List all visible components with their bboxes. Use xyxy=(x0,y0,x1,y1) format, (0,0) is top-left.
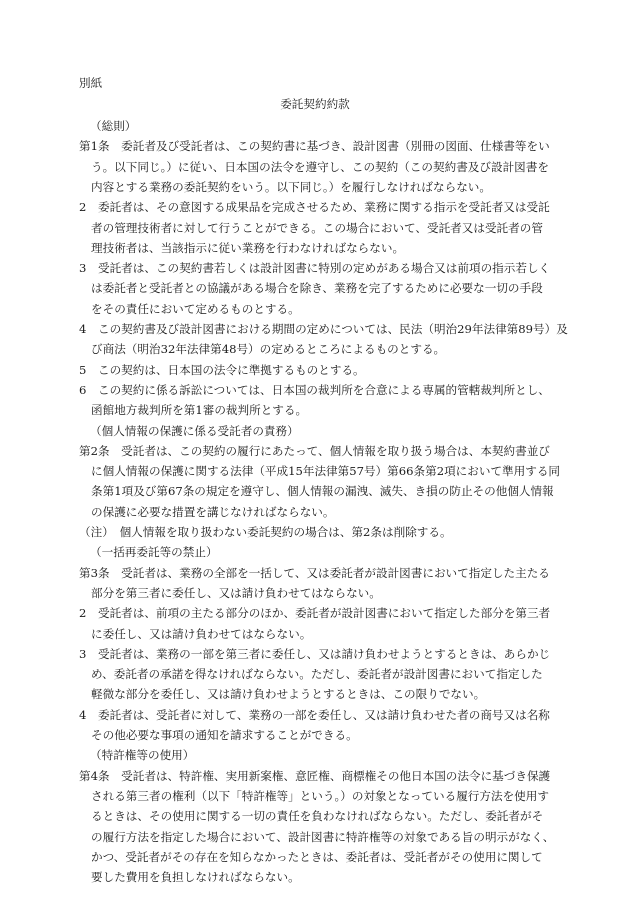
document-title: 委託契約約款 xyxy=(280,97,350,111)
text-line: 軽微な部分を委任し、又は請け負わせようとするときは、この限りでない。 xyxy=(91,687,486,701)
text-line: の保護に必要な措置を講じなければならない。 xyxy=(91,505,335,519)
text-line: 3 受託者は、この契約書若しくは設計図書に特別の定めがある場合又は前項の指示若しく xyxy=(79,261,551,275)
text-line: の履行方法を指定した場合において、設計図書に特許権等の対象である旨の明示がなく、 xyxy=(91,830,555,844)
text-line: に委任し、又は請け負わせてはならない。 xyxy=(91,627,312,641)
text-line: 内容とする業務の委託契約をいう。以下同じ。）を履行しなければならない。 xyxy=(91,180,491,194)
text-line: るときは、その使用に関する一切の責任を負わなければならない。ただし、委託者がそ xyxy=(91,809,544,823)
text-line: び商法（明治32年法律第48号）の定めるところによるものとする。 xyxy=(91,342,446,356)
text-line: 第2条 受託者は、この契約の履行にあたって、個人情報を取り扱う場合は、本契約書並び xyxy=(79,444,550,458)
text-line: 部分を第三者に委任し、又は請け負わせてはならない。 xyxy=(91,586,381,600)
text-line: 4 委託者は、受託者に対して、業務の一部を委任し、又は請け負わせた者の商号又は名称 xyxy=(79,708,550,722)
text-line: かつ、受託者がその存在を知らなかったときは、委託者は、受託者がその使用に関して xyxy=(91,850,543,864)
text-line: 6 この契約に係る訴訟については、日本国の裁判所を合意による専属的管轄裁判所とし、 xyxy=(79,383,550,397)
article-heading: （総則） xyxy=(90,119,137,133)
text-line: をその責任において定めるものとする。 xyxy=(91,302,300,316)
text-line: 条第1項及び第67条の規定を遵守し、個人情報の漏洩、滅失、き損の防止その他個人情報 xyxy=(91,484,554,498)
text-line: は委託者と受託者との協議がある場合を除き、業務を完了するために必要な一切の手段 xyxy=(91,281,543,295)
text-line: う。以下同じ。）に従い、日本国の法令を遵守し、この契約（この契約書及び設計図書を xyxy=(91,160,549,174)
text-line: 5 この契約は、日本国の法令に準拠するものとする。 xyxy=(79,363,365,377)
text-line: 2 受託者は、前項の主たる部分のほか、委託者が設計図書において指定した部分を第三者 xyxy=(79,606,551,620)
article-heading: （一括再委託等の禁止） xyxy=(90,545,218,559)
article-heading: （個人情報の保護に係る受託者の責務） xyxy=(90,424,299,438)
text-line: 第1条 委託者及び受託者は、この契約書に基づき、設計図書（別冊の図面、仕様書等をい xyxy=(79,139,550,153)
text-line: 第3条 受託者は、業務の全部を一括して、又は委託者が設計図書において指定した主たる xyxy=(79,566,550,580)
text-line: その他必要な事項の通知を請求することができる。 xyxy=(91,728,358,742)
text-line: 2 委託者は、その意図する成果品を完成させるため、業務に関する指示を受託者又は受託 xyxy=(79,200,550,214)
text-line: め、委託者の承諾を得なければならない。ただし、委託者が設計図書において指定した xyxy=(91,667,543,681)
text-line: 4 この契約書及び設計図書における期間の定めについては、民法（明治29年法律第89号）及 xyxy=(79,322,568,336)
attachment-label: 別紙 xyxy=(79,76,103,90)
text-line: 函館地方裁判所を第1審の裁判所とする。 xyxy=(91,403,308,417)
article-heading: （特許権等の使用） xyxy=(90,748,195,762)
text-line: される第三者の権利（以下「特許権等」という。）の対象となっている履行方法を使用す xyxy=(91,789,549,803)
text-line: 3 受託者は、業務の一部を第三者に委任し、又は請け負わせようとするときは、あらかじ xyxy=(79,647,551,661)
text-line: （注） 個人情報を取り扱わない委託契約の場合は、第2条は削除する。 xyxy=(79,525,452,539)
text-line: 理技術者は、当該指示に従い業務を行わなければならない。 xyxy=(91,241,405,255)
text-line: 第4条 受託者は、特許権、実用新案権、意匠権、商標権その他日本国の法令に基づき保護 xyxy=(79,769,551,783)
text-line: 要した費用を負担しなければならない。 xyxy=(91,870,300,884)
text-line: に個人情報の保護に関する法律（平成15年法律第57号）第66条第2項において準用する同 xyxy=(91,464,561,478)
text-line: 者の管理技術者に対して行うことができる。この場合において、受託者又は受託者の管 xyxy=(91,221,543,235)
